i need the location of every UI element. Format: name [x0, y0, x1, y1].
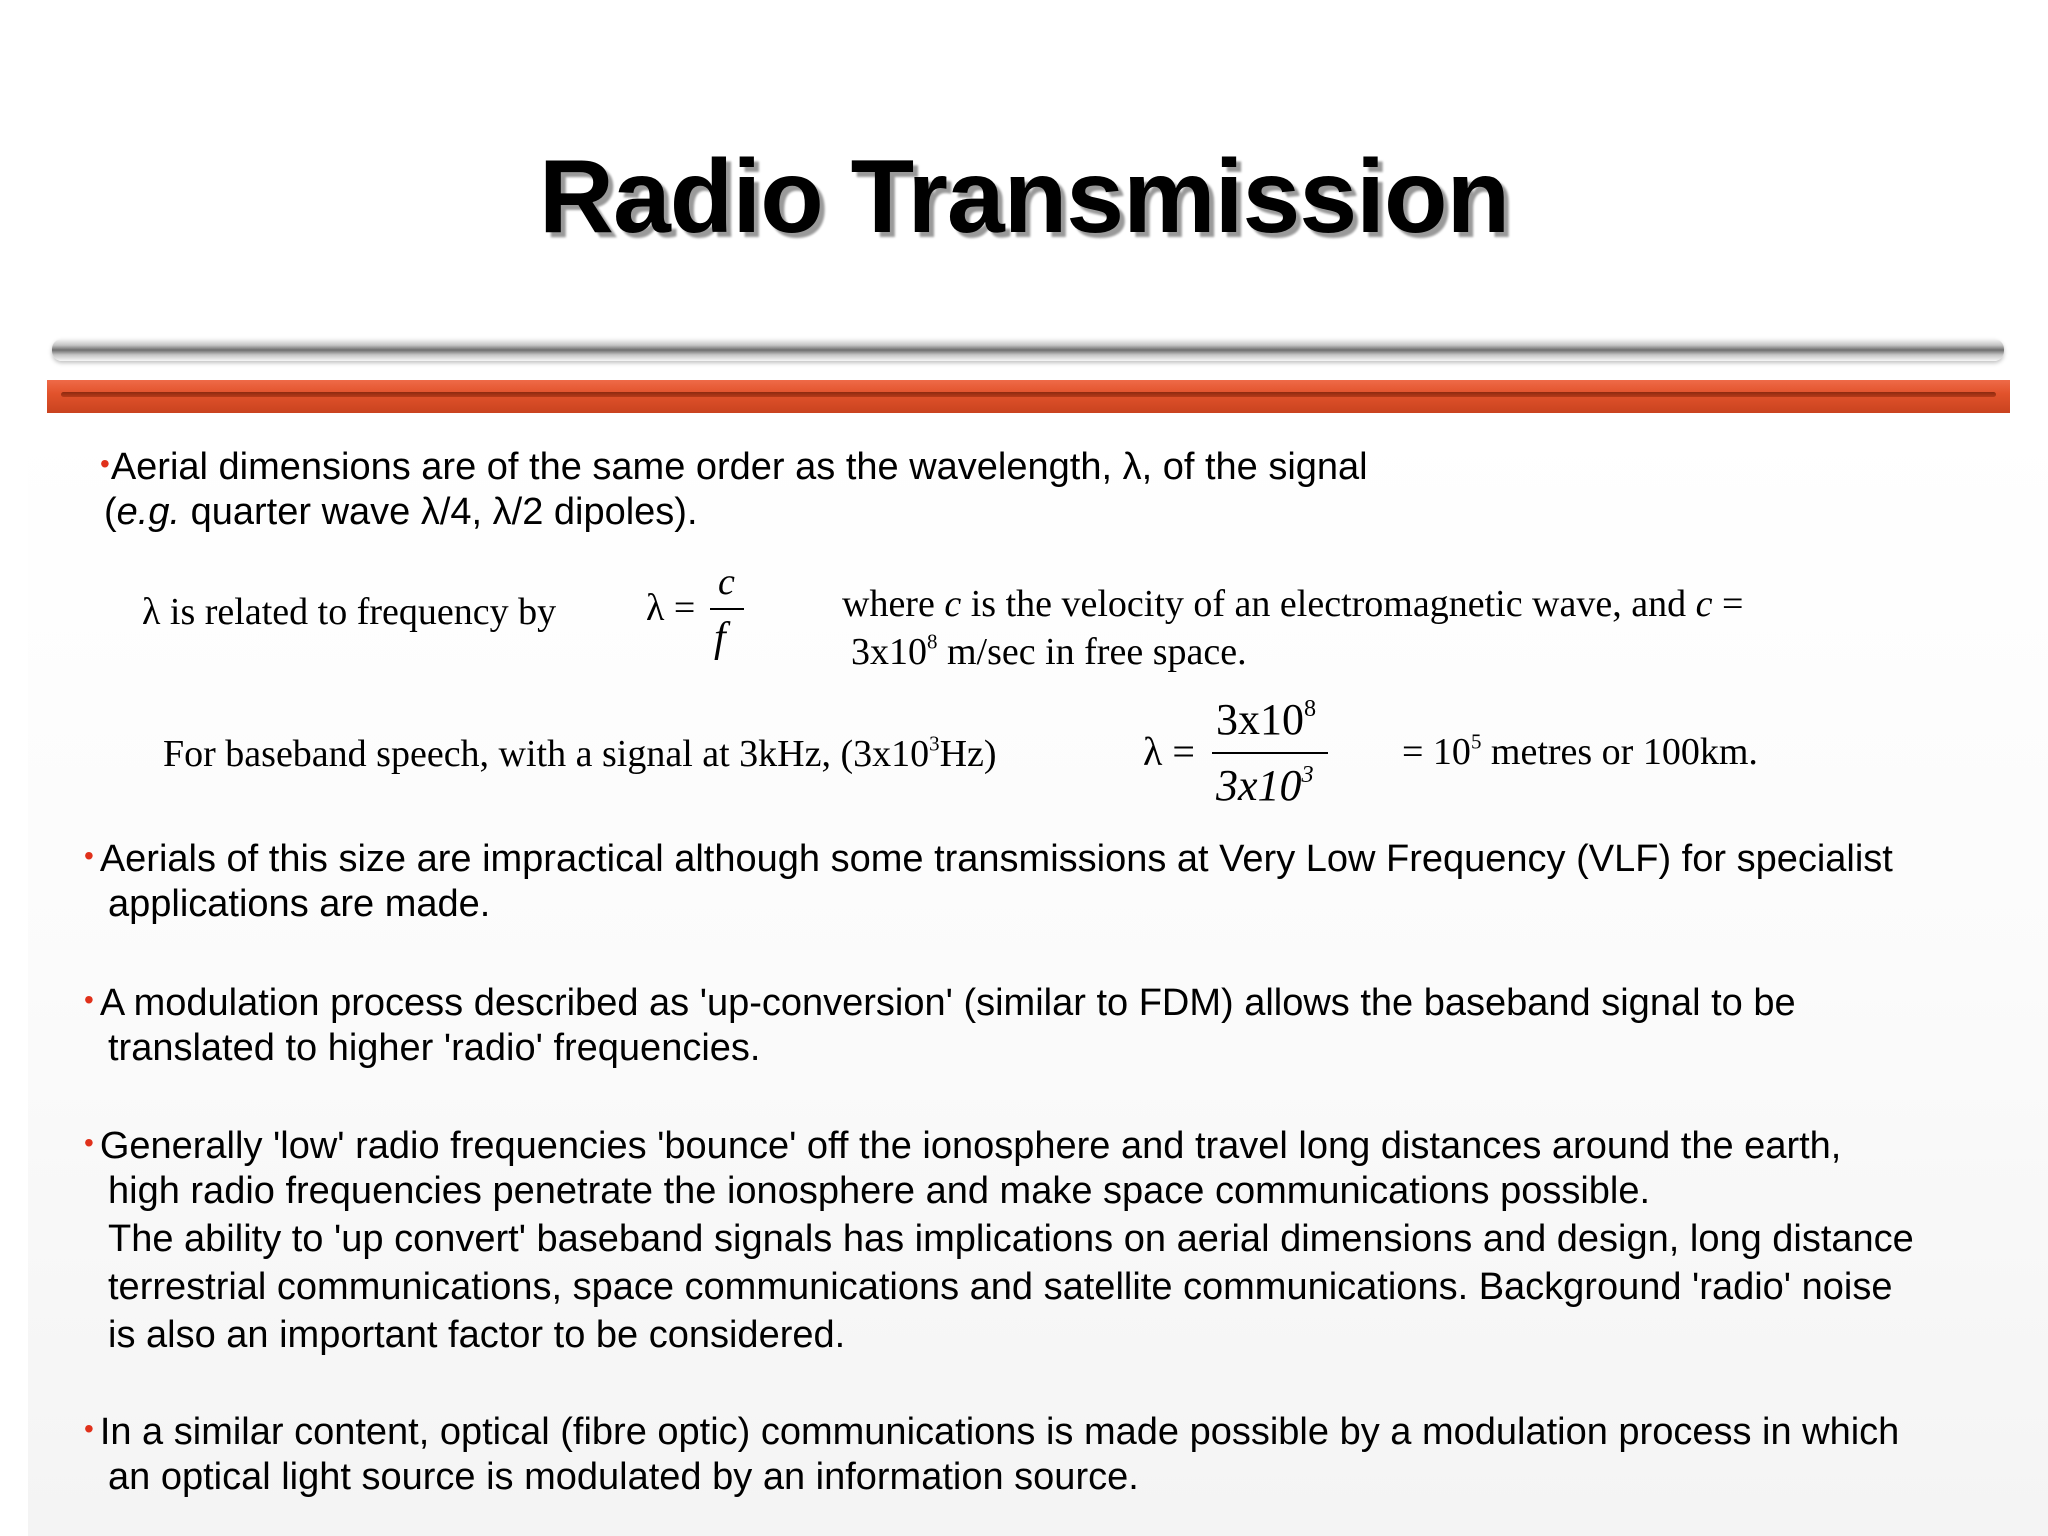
eg-italic: e.g. — [116, 491, 181, 533]
formula2-lhs: λ = — [1143, 729, 1195, 774]
bullet-icon: • — [84, 1127, 94, 1158]
formula1-numerator: c — [718, 561, 735, 603]
slide-title: Radio Transmission — [538, 139, 1510, 255]
intro-text-1: Aerial dimensions are of the same order as the wavelength, λ, of the signal — [110, 446, 1368, 488]
bullet-3-line-3: The ability to 'up convert' baseband signals has implications on aerial dimensions and design, long distance — [108, 1218, 1914, 1260]
formula2-result: = $10^5$ metres or 100km. — [1402, 729, 1758, 773]
intro-line-2: (e.g. quarter wave λ/4, λ/2 dipoles). — [104, 491, 698, 533]
bullet-icon: • — [84, 1413, 94, 1444]
bullet-3-line-5: is also an important factor to be considered. — [108, 1314, 846, 1356]
bullet-3-line-2: high radio frequencies penetrate the ionosphere and make space communications possible. — [108, 1170, 1651, 1212]
bullet-icon: • — [84, 840, 94, 871]
bullet-4-line-2: an optical light source is modulated by an information source. — [108, 1456, 1139, 1498]
title-divider-gray — [52, 339, 2004, 361]
title-divider-red — [47, 380, 2010, 413]
formula1-fraction — [706, 560, 746, 670]
formula2-fraction-bar — [1212, 752, 1328, 754]
formula2-fraction — [1212, 694, 1332, 814]
bullet-3-line-4: terrestrial communications, space communications and satellite communications. Background 'radio' noise — [108, 1266, 1893, 1308]
bullet-icon: • — [84, 984, 94, 1015]
formula1-fraction-bar — [710, 608, 744, 610]
formula1-where-line-1: where c is the velocity of an electromagnetic wave, and c = — [842, 583, 1744, 625]
formula1-lhs: λ = — [646, 587, 696, 629]
bullet-icon: • — [100, 448, 110, 479]
bullet-1-line-2: applications are made. — [108, 883, 491, 925]
bullet-2-line-2: translated to higher 'radio' frequencies. — [108, 1027, 761, 1069]
formula2-lead: For baseband speech, with a signal at 3kHz, $(3x10^3Hz)$ — [163, 731, 997, 775]
bullet-2-line-1: • A modulation process described as 'up-conversion' (similar to FDM) allows the baseband signal to be — [84, 982, 1796, 1024]
bullet-3-line-1: • Generally 'low' radio frequencies 'bounce' off the ionosphere and travel long distances around the earth, — [84, 1125, 1842, 1167]
formula2-denominator: $3x10^3$ — [1216, 760, 1314, 810]
intro-line-1 — [100, 440, 1368, 491]
formula1-denominator: f — [714, 615, 726, 661]
formula1-where-line-2: $3x10^8$ m/sec in free space. — [851, 629, 1247, 673]
formula2-numerator: $3x10^8$ — [1216, 694, 1317, 744]
bullet-1-line-1: • Aerials of this size are impractical although some transmissions at Very Low Frequency (VLF) for specialist — [84, 838, 1893, 880]
bullet-4-line-1: • In a similar content, optical (fibre optic) communications is made possible by a modulation process in which — [84, 1411, 1900, 1453]
formula1-lead: λ is related to frequency by — [142, 591, 557, 633]
